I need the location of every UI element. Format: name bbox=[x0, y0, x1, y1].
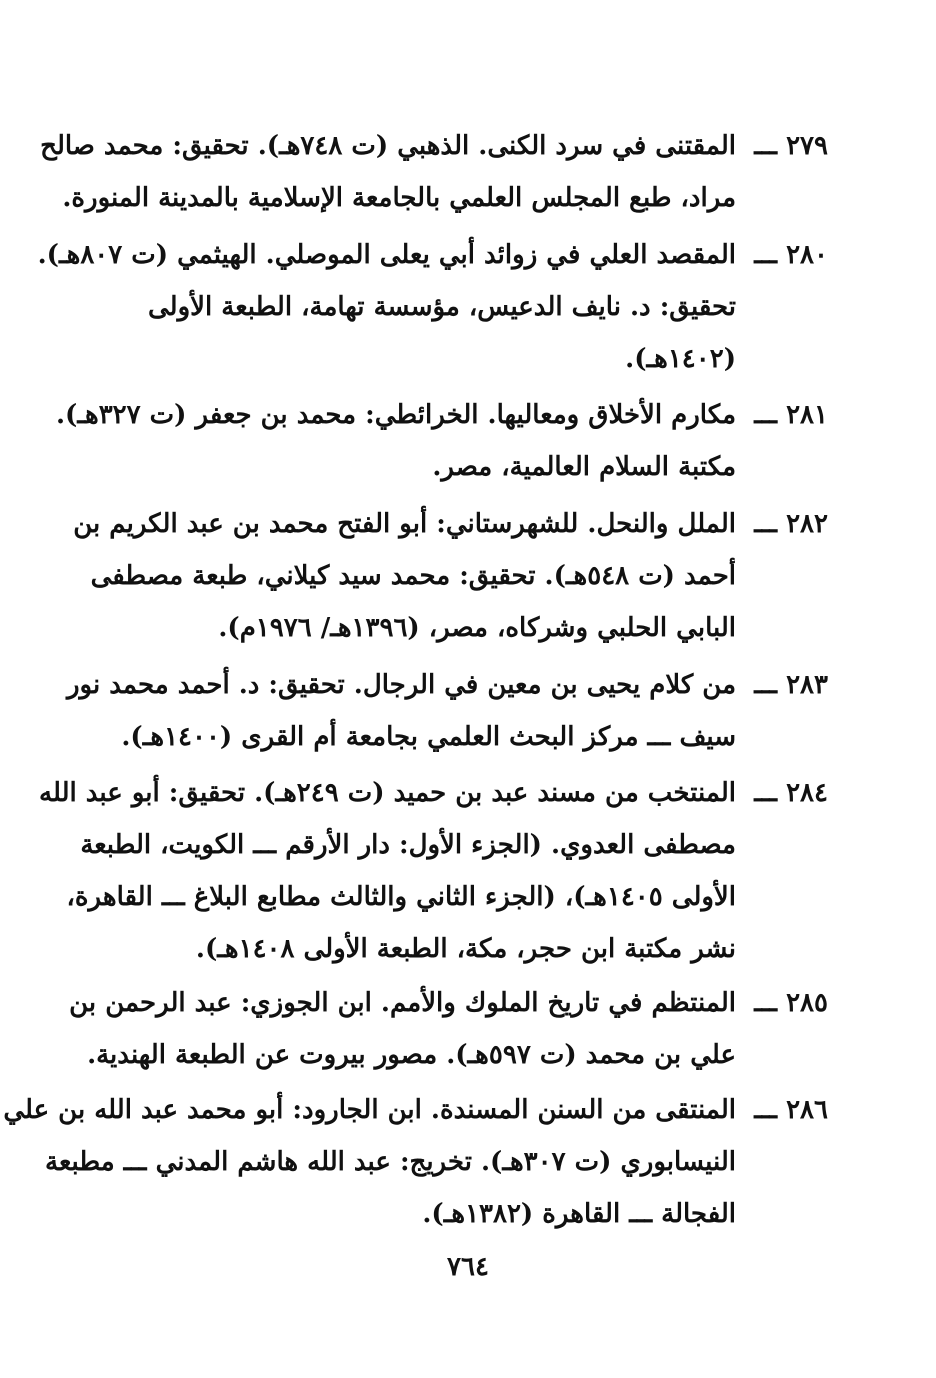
entry-line bbox=[56, 389, 828, 441]
bibliography-entry bbox=[69, 977, 828, 1081]
entry-line: أحمد (ت ٥٤٨هـ). تحقيق: محمد سيد كيلاني، طبعة مصطفى bbox=[90, 561, 736, 591]
page-number: ٧٦٤ bbox=[447, 1252, 489, 1282]
entry-text: المنتقى من السنن المسندة. ابن الجارود: أبو محمد عبد الله بن علي bbox=[3, 1095, 736, 1125]
bibliography-entry bbox=[56, 389, 828, 493]
entry-number: ٢٨٤ ـــ bbox=[754, 778, 828, 808]
bibliography-entry bbox=[37, 229, 828, 385]
entry-line bbox=[3, 1084, 828, 1136]
entry-line bbox=[69, 977, 828, 1029]
bibliography-entry bbox=[3, 1084, 828, 1240]
entry-line: نشر مكتبة ابن حجر، مكة، الطبعة الأولى ١٤٠٨هـ). bbox=[195, 934, 736, 964]
entry-text: المنتخب من مسند عبد بن حميد (ت ٢٤٩هـ). تحقيق: أبو عبد الله bbox=[39, 778, 736, 808]
entry-line: تحقيق: د. نايف الدعيس، مؤسسة تهامة، الطبعة الأولى bbox=[148, 292, 736, 322]
entry-line: مصطفى العدوي. (الجزء الأول: دار الأرقم ـــ الكويت، الطبعة bbox=[80, 830, 736, 860]
entry-text: من كلام يحيى بن معين في الرجال. تحقيق: د. أحمد محمد نور bbox=[67, 670, 736, 700]
bibliography-entry bbox=[73, 498, 828, 654]
bibliography-entry bbox=[40, 120, 828, 224]
entry-number: ٢٨٢ ـــ bbox=[754, 509, 828, 539]
entry-line: علي بن محمد (ت ٥٩٧هـ). مصور بيروت عن الطبعة الهندية. bbox=[87, 1040, 736, 1070]
entry-line: الفجالة ـــ القاهرة (١٣٨٢هـ). bbox=[422, 1199, 736, 1229]
entry-text: مكارم الأخلاق ومعاليها. الخرائطي: محمد بن جعفر (ت ٣٢٧هـ). bbox=[56, 400, 736, 430]
entry-text: المقصد العلي في زوائد أبي يعلى الموصلي. الهيثمي (ت ٨٠٧هـ). bbox=[37, 240, 736, 270]
entry-number: ٢٨٠ ـــ bbox=[754, 240, 828, 270]
entry-line: البابي الحلبي وشركاه، مصر، (١٣٩٦هـ/ ١٩٧٦م). bbox=[218, 613, 736, 643]
entry-line bbox=[37, 229, 828, 281]
entry-text: الملل والنحل. للشهرستاني: أبو الفتح محمد بن عبد الكريم بن bbox=[73, 509, 736, 539]
entry-line: الأولى ١٤٠٥هـ)، (الجزء الثاني والثالث مطابع البلاغ ـــ القاهرة، bbox=[66, 882, 736, 912]
bibliography-entry bbox=[39, 767, 828, 975]
entry-number: ٢٨٥ ـــ bbox=[754, 988, 828, 1018]
entry-line bbox=[67, 659, 828, 711]
entry-line bbox=[73, 498, 828, 550]
entry-line: سيف ـــ مركز البحث العلمي بجامعة أم القرى (١٤٠٠هـ). bbox=[121, 722, 736, 752]
entry-number: ٢٨٦ ـــ bbox=[754, 1095, 828, 1125]
entry-number: ٢٨١ ـــ bbox=[754, 400, 828, 430]
entry-number: ٢٧٩ ـــ bbox=[754, 131, 828, 161]
bibliography-entry bbox=[67, 659, 828, 763]
entry-line: النيسابوري (ت ٣٠٧هـ). تخريج: عبد الله هاشم المدني ـــ مطبعة bbox=[45, 1147, 736, 1177]
entry-line: مكتبة السلام العالمية، مصر. bbox=[432, 452, 736, 482]
entry-line: (١٤٠٢هـ). bbox=[625, 344, 736, 374]
entry-number: ٢٨٣ ـــ bbox=[754, 670, 828, 700]
entry-text: المنتظم في تاريخ الملوك والأمم. ابن الجوزي: عبد الرحمن بن bbox=[69, 988, 736, 1018]
entry-text: المقتنى في سرد الكنى. الذهبي (ت ٧٤٨هـ). تحقيق: محمد صالح bbox=[40, 131, 736, 161]
entry-line bbox=[39, 767, 828, 819]
entry-line bbox=[40, 120, 828, 172]
entry-line: مراد، طبع المجلس العلمي بالجامعة الإسلامية بالمدينة المنورة. bbox=[62, 183, 736, 213]
